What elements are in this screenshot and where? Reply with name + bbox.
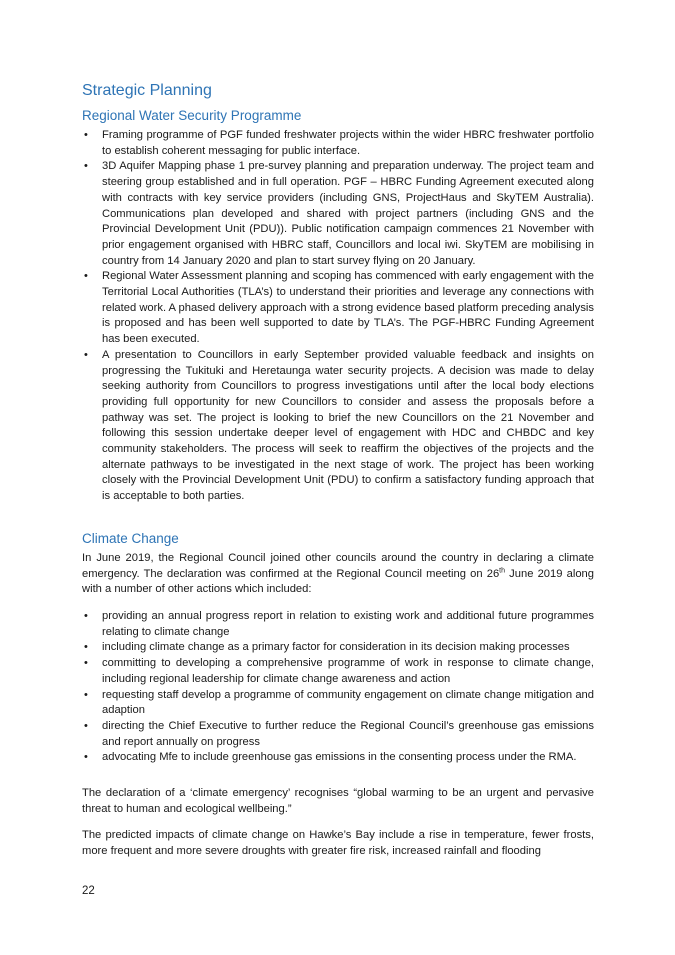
list-item: • A presentation to Councillors in early September provided valuable feedback and insights on progressing the Tukituki and Heretaunga water security projects. A decision was made to delay seeking authority from Councillors to progress investigations until after the local body elections providing full opportunity for new Councillors to consider and assess the proposals before a pathway was set. The project is looking to brief the new Councillors on the 21 November and following this session undertake deeper level of engagement with HDC and CHBDC and key community stakeholders. The process will seek to reaffirm the objectives of the projects and the alternate pathways to be investigated in the next stage of work. The project has been working closely with the Provincial Development Unit (PDU) to confirm a satisfactory funding approach that is acceptable to both parties.: [84, 348, 594, 503]
section-title-water: Regional Water Security Programme: [82, 108, 302, 123]
list-item: • 3D Aquifer Mapping phase 1 pre-survey planning and preparation underway. The project team and steering group established and in full operation. PGF – HBRC Funding Agreement executed along with contracts with key service providers (including GNS, ProjectHaus and SkyTEM Australia). Communications plan developed and shared with project partners (including GNS and the Provincial Development Unit (PDU)). Public notification campaign commences 21 November with prior engagement organised with HBRC staff, Councillors and local iwi. SkyTEM are mobilising in country from 14 January 2020 and plan to start survey flying on 20 January.: [84, 160, 594, 267]
bullet-icon: •: [84, 129, 88, 141]
bullet-icon: •: [84, 348, 88, 361]
bullet-icon: •: [84, 719, 88, 732]
list-item: • providing an annual progress report in relation to existing work and additional future programmes relating to climate change: [84, 609, 594, 638]
list-item: • Framing programme of PGF funded freshwater projects within the wider HBRC freshwater portfolio to establish coherent messaging for public interface.: [84, 129, 594, 157]
list-item: • including climate change as a primary factor for consideration in its decision making processes: [82, 640, 594, 656]
page-heading: Strategic Planning: [82, 82, 212, 99]
bullet-icon: •: [84, 160, 88, 173]
list-item: • committing to developing a comprehensive programme of work in response to climate change, including regional leadership for climate change awareness and action: [84, 657, 594, 685]
bullet-icon: •: [84, 641, 88, 654]
list-item: • requesting staff develop a programme of community engagement on climate change mitigation and adaption: [84, 688, 594, 717]
water-list: [82, 128, 594, 505]
climate-paragraph: The declaration of a ‘climate emergency’ recognises “global warming to be an urgent and pervasive threat to human and ecological wellbeing.”: [82, 787, 594, 815]
climate-paragraph: The predicted impacts of climate change on Hawke’s Bay include a rise in temperature, fewer frosts, more frequent and more severe droughts with greater fire risk, increased rainfall and flooding: [82, 829, 594, 858]
document-page: [82, 80, 594, 860]
bullet-icon: •: [84, 657, 88, 670]
section-title-climate: Climate Change: [82, 530, 179, 546]
bullet-icon: •: [84, 609, 88, 622]
page-number: 22: [82, 885, 95, 897]
bullet-icon: •: [84, 751, 88, 764]
bullet-icon: •: [84, 270, 88, 283]
list-item: • Regional Water Assessment planning and scoping has commenced with early engagement with the Territorial Local Authorities (TLA’s) to understand their priorities and leverage any connections with related work. A phased delivery approach with a strong evidence based platform preceding analysis is proposed and has been well supported to date by TLA’s. The PGF-HBRC Funding Agreement has been executed.: [84, 270, 594, 346]
list-item: • directing the Chief Executive to further reduce the Regional Council’s greenhouse gas emissions and report annually on progress: [84, 719, 594, 748]
bullet-icon: •: [84, 688, 88, 701]
list-item: • advocating Mfe to include greenhouse gas emissions in the consenting process under the RMA.: [82, 750, 594, 766]
climate-intro: In June 2019, the Regional Council joined other councils around the country in declaring a climate emergency. The declaration was confirmed at the Regional Council meeting on 26th June 2019 along with a number of other actions which included:: [82, 551, 594, 596]
climate-list: [82, 609, 594, 766]
